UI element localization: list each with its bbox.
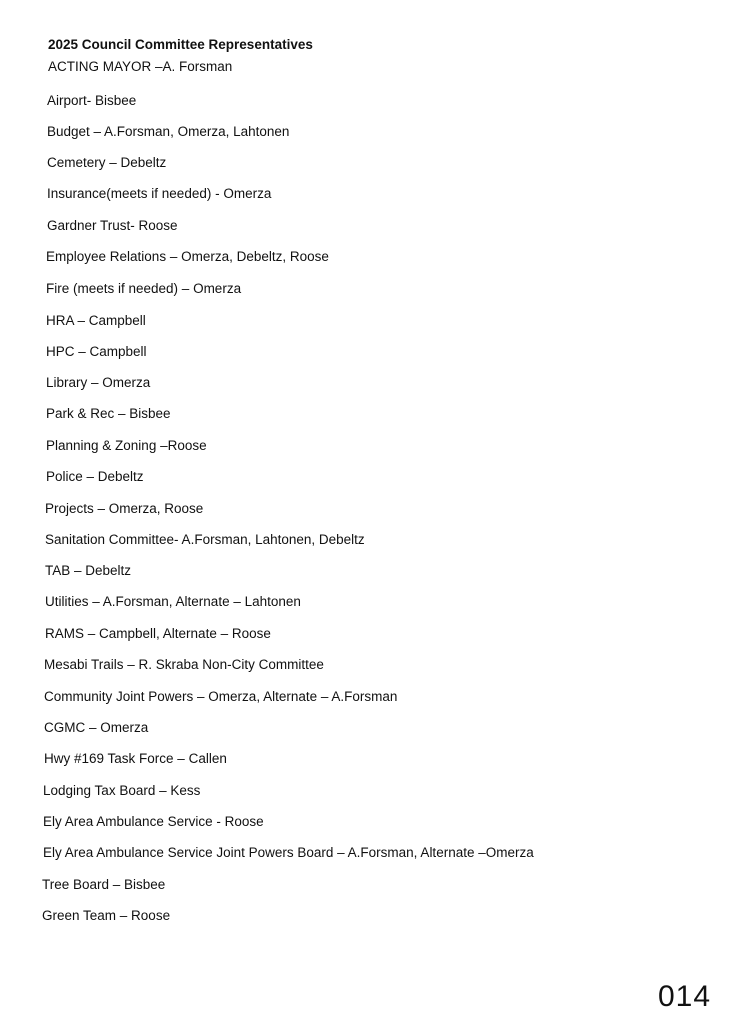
committee-line: Cemetery – Debeltz xyxy=(47,155,167,170)
document-title: 2025 Council Committee Representatives xyxy=(48,37,313,52)
committee-line: Park & Rec – Bisbee xyxy=(46,406,171,421)
committee-line: Hwy #169 Task Force – Callen xyxy=(44,751,227,766)
committee-line: Employee Relations – Omerza, Debeltz, Roose xyxy=(46,249,329,264)
committee-line: RAMS – Campbell, Alternate – Roose xyxy=(45,626,271,641)
committee-line: CGMC – Omerza xyxy=(44,720,149,735)
committee-line: Fire (meets if needed) – Omerza xyxy=(46,281,242,296)
committee-line: Projects – Omerza, Roose xyxy=(45,501,204,516)
committee-line: Mesabi Trails – R. Skraba Non-City Committee xyxy=(44,657,324,672)
committee-line: TAB – Debeltz xyxy=(45,563,132,578)
committee-line: Budget – A.Forsman, Omerza, Lahtonen xyxy=(47,124,290,139)
committee-line: Ely Area Ambulance Service - Roose xyxy=(43,814,264,829)
committee-line: HPC – Campbell xyxy=(46,344,147,359)
committee-line: Planning & Zoning –Roose xyxy=(46,438,207,453)
committee-line: Community Joint Powers – Omerza, Alternate – A.Forsman xyxy=(44,689,398,704)
committee-line: Insurance(meets if needed) - Omerza xyxy=(47,186,272,201)
committee-line: Tree Board – Bisbee xyxy=(42,877,166,892)
committee-line: Sanitation Committee- A.Forsman, Lahtonen, Debeltz xyxy=(45,532,365,547)
committee-line: Gardner Trust- Roose xyxy=(47,218,178,233)
committee-line: HRA – Campbell xyxy=(46,313,146,328)
committee-line: Lodging Tax Board – Kess xyxy=(43,783,201,798)
committee-line: Ely Area Ambulance Service Joint Powers Board – A.Forsman, Alternate –Omerza xyxy=(43,845,534,860)
committee-line: Green Team – Roose xyxy=(42,908,171,923)
committee-line: ACTING MAYOR –A. Forsman xyxy=(48,59,233,74)
committee-line: Utilities – A.Forsman, Alternate – Lahtonen xyxy=(45,594,301,609)
page-number: 014 xyxy=(658,980,712,1013)
committee-line: Airport- Bisbee xyxy=(47,93,137,108)
committee-line: Library – Omerza xyxy=(46,375,151,390)
committee-line: Police – Debeltz xyxy=(46,469,144,484)
